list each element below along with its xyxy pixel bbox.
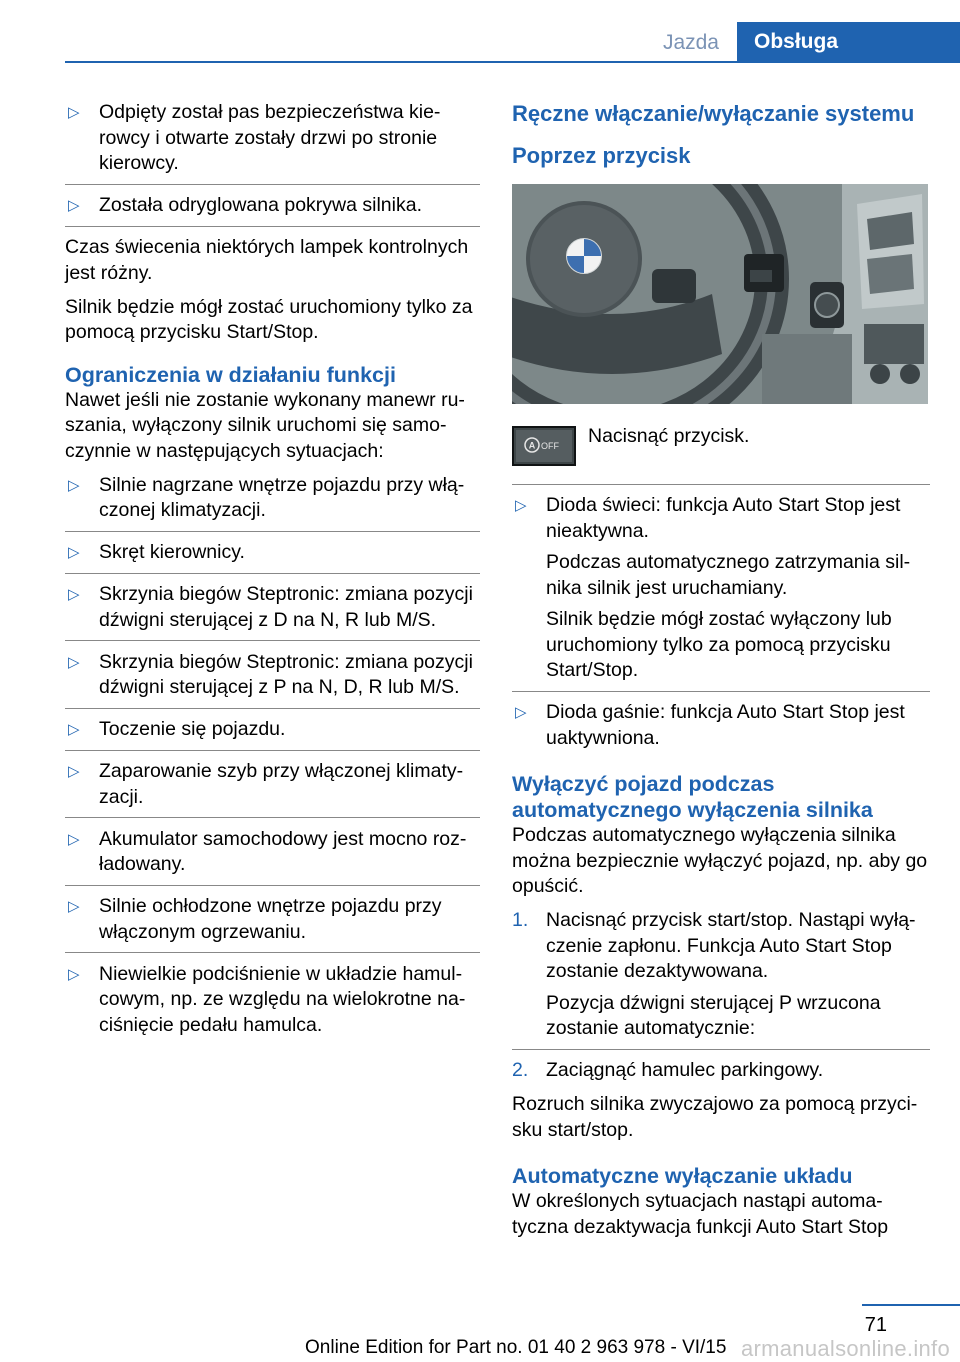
header-tab-jazda[interactable]: Jazda	[662, 31, 719, 54]
left-column	[65, 100, 480, 1047]
auto-start-stop-off-button-icon[interactable]	[512, 426, 576, 466]
steering-wheel-photo	[512, 184, 928, 404]
list-item: ▷ Skrzynia biegów Steptronic: zmiana pozycji dźwigni sterującej z D na N, R lub M/S.	[65, 582, 480, 641]
section-heading: Wyłączyć pojazd podczas automatycznego wyłączenia silnika	[512, 772, 873, 822]
list-item: ▷ Toczenie się pojazdu.	[65, 717, 480, 751]
triangle-bullet-icon: ▷	[515, 704, 527, 721]
header-tab-obsluga[interactable]: Obsługa	[737, 22, 960, 63]
svg-text:OFF: OFF	[541, 441, 559, 451]
triangle-bullet-icon: ▷	[68, 965, 80, 983]
triangle-bullet-icon: ▷	[68, 721, 80, 738]
paragraph: Rozruch silnika zwyczajowo za pomocą przyci-sku start/stop.	[512, 1093, 918, 1141]
paragraph: W określonych sytuacjach nastąpi automa-tyczna dezaktywacja funkcji Auto Start Stop	[512, 1190, 889, 1238]
triangle-bullet-icon: ▷	[68, 544, 80, 561]
list-item: ▷ Silnie nagrzane wnętrze pojazdu przy włą-czonej klimatyzacji.	[65, 473, 480, 532]
list-item: ▷ Niewielkie podciśnienie w układzie hamul-cowym, np. ze względu na wielokrotne na-ciśnięcie pedału hamulca.	[68, 962, 466, 1036]
divider	[512, 484, 930, 485]
list-item: 1. Nacisnąć przycisk start/stop. Nastąpi wyłą-czenie zapłonu. Funkcja Auto Start Stop zostanie dezaktywowana. Pozycja dźwigni sterującej P wrzucona zostanie automatycznie:	[512, 908, 930, 1050]
list-item: ▷ Silnie ochłodzone wnętrze pojazdu przy włączonym ogrzewaniu.	[65, 894, 480, 953]
svg-text:A: A	[528, 440, 536, 451]
list-item: ▷ Zaparowanie szyb przy włączonej klimaty-zacji.	[65, 759, 480, 818]
triangle-bullet-icon: ▷	[515, 497, 527, 514]
subsection-title: Poprzez przycisk	[512, 143, 691, 168]
list-item: 2. Zaciągnąć hamulec parkingowy.	[512, 1059, 824, 1081]
paragraph: Silnik będzie mógł zostać uruchomiony tylko za pomocą przycisku Start/Stop.	[65, 295, 473, 343]
list-item: ▷ Skrzynia biegów Steptronic: zmiana pozycji dźwigni sterującej z P na N, D, R lub M/S.	[65, 650, 480, 709]
list-item: ▷ Akumulator samochodowy jest mocno roz-ładowany.	[65, 827, 480, 886]
auto-start-stop-button-row	[512, 424, 930, 466]
section-heading: Ograniczenia w działaniu funkcji	[65, 362, 396, 387]
triangle-bullet-icon: ▷	[68, 653, 80, 671]
triangle-bullet-icon: ▷	[68, 476, 80, 494]
section-title: Ręczne włączanie/wyłączanie systemu	[512, 101, 915, 126]
section-heading: Automatyczne wyłączanie układu	[512, 1164, 853, 1188]
list-item: ▷ Dioda świeci: funkcja Auto Start Stop jest nieaktywna. Podczas automatycznego zatrzymania sil-nika silnik jest uruchamiany. Silnik będzie mógł zostać wyłączony lub uruchomiony tylko za pomocą przycisku Start/Stop.	[512, 493, 930, 692]
triangle-bullet-icon: ▷	[68, 763, 80, 780]
list-item: ▷ Skręt kierownicy.	[65, 540, 480, 574]
button-instruction: Nacisnąć przycisk.	[588, 425, 750, 447]
triangle-bullet-icon: ▷	[68, 898, 80, 915]
header-rule	[65, 61, 960, 63]
edition-text: Online Edition for Part no. 01 40 2 963 978 - VI/15	[305, 1337, 727, 1358]
paragraph: Podczas automatycznego wyłączenia silnika można bezpiecznie wyłączyć pojazd, np. aby go opuścić.	[512, 824, 928, 897]
list-item: ▷ Dioda gaśnie: funkcja Auto Start Stop jest uaktywniona.	[515, 701, 905, 749]
watermark: armanualsonline.info	[740, 1336, 950, 1361]
paragraph: Nawet jeśli nie zostanie wykonany manewr ru-szania, wyłączony silnik uruchomi się samo-czynnie w następujących sytuacjach:	[65, 388, 465, 462]
triangle-bullet-icon: ▷	[68, 830, 80, 848]
triangle-bullet-icon: ▷	[68, 586, 80, 603]
paragraph: Czas świecenia niektórych lampek kontrolnych jest różny.	[65, 236, 469, 284]
triangle-bullet-icon: ▷	[68, 197, 80, 214]
list-item: ▷ Odpięty został pas bezpieczeństwa kie-rowcy i otwarte zostały drzwi po stronie kierowcy.	[65, 100, 480, 185]
footer-rule	[862, 1304, 960, 1306]
right-column	[512, 100, 930, 1249]
triangle-bullet-icon: ▷	[68, 104, 80, 121]
page-number: 71	[864, 1314, 887, 1336]
list-item: ▷ Została odryglowana pokrywa silnika.	[65, 193, 480, 227]
